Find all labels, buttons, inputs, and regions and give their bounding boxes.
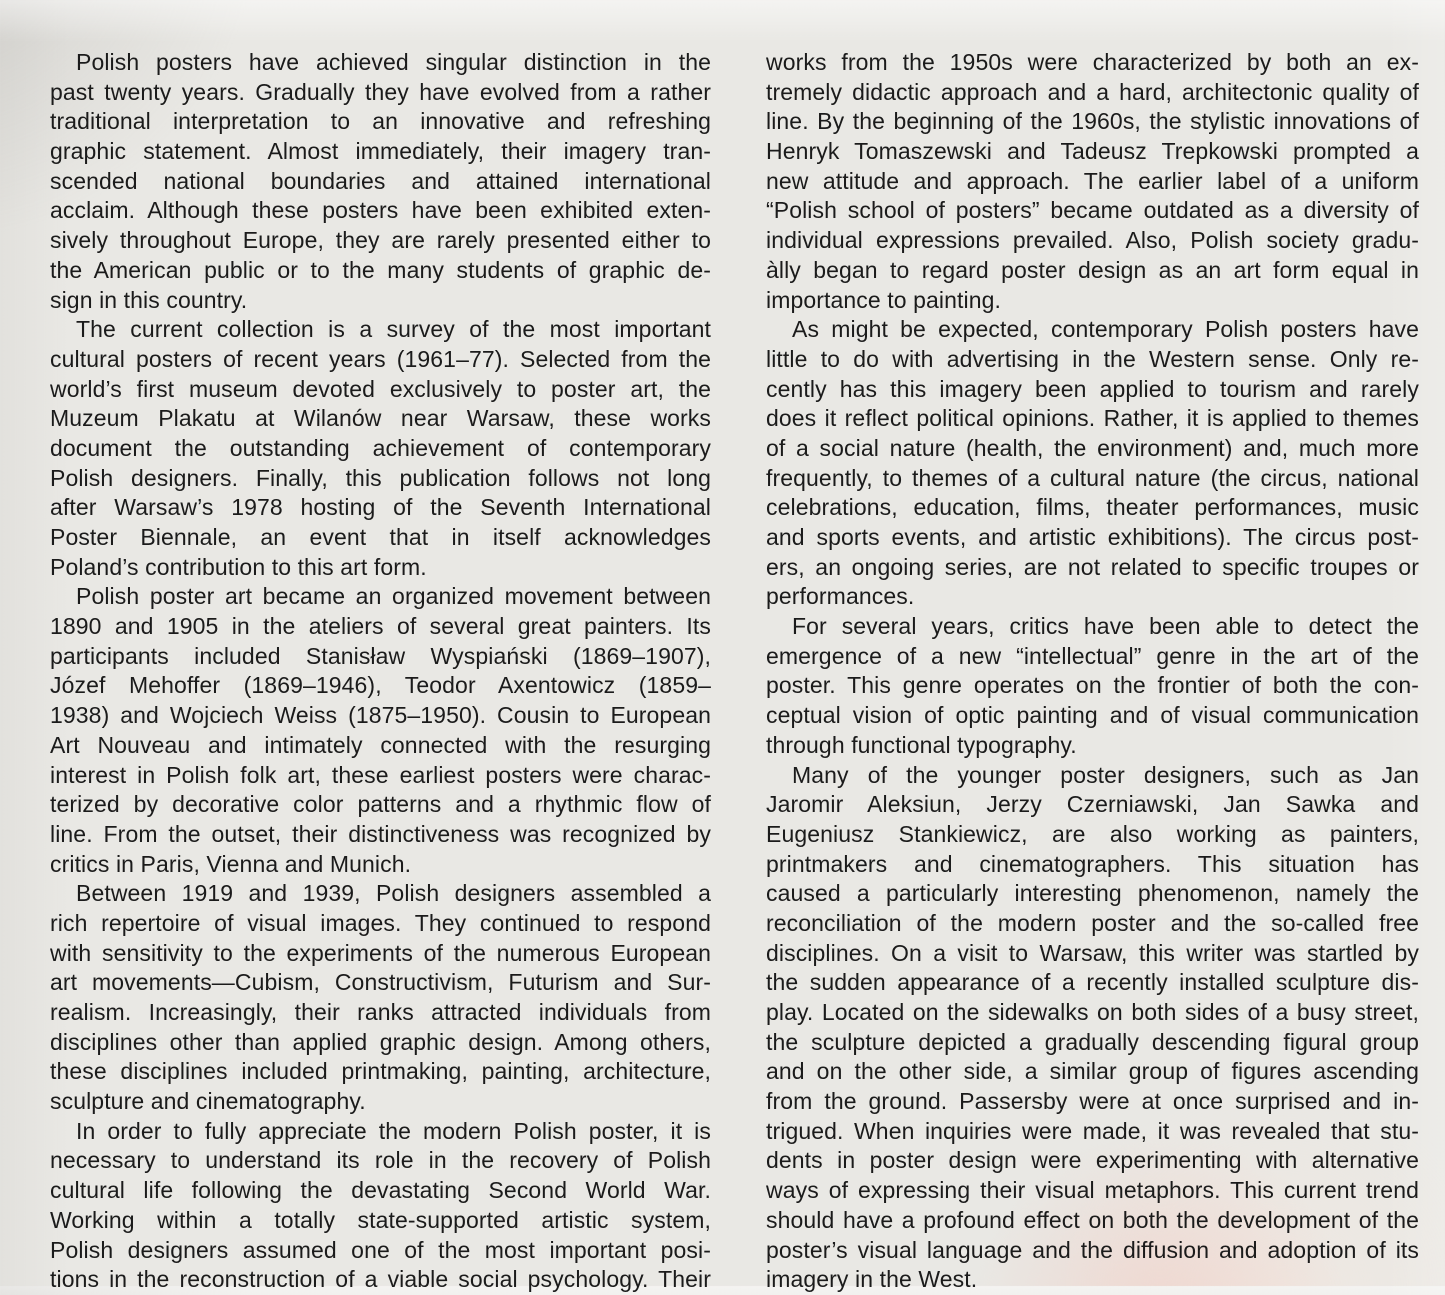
text-line: Eugeniusz Stankiewicz, are also working as painters, [766,820,1419,847]
paragraph [766,612,1419,760]
text-line: these disciplines included printmaking, painting, architecture, [50,1058,711,1085]
paragraph [50,1117,711,1295]
text-line: “Polish school of posters” became outdated as a diversity of [766,197,1419,224]
text-line: poster’s visual language and the diffusion and adoption of its [766,1236,1419,1263]
paragraph [50,315,711,582]
text-line: tions in the reconstruction of a viable social psychology. Their [50,1266,711,1293]
text-line: disciplines. On a visit to Warsaw, this writer was startled by [766,939,1419,966]
text-line: Working within a totally state-supported artistic system, [50,1206,711,1233]
text-line: cultural posters of recent years (1961–77). Selected from the [50,345,711,372]
text-line: individual expressions prevailed. Also, Polish society gradu- [766,227,1419,254]
text-line: participants included Stanisław Wyspiański (1869–1907), [50,642,711,669]
paragraph [766,761,1419,1295]
text-line: sign in this country. [50,286,248,313]
text-line: ways of expressing their visual metaphors. This current trend [766,1177,1419,1204]
text-line: ers, an ongoing series, are not related to specific troupes or [766,553,1419,580]
text-line: the American public or to the many students of graphic de- [50,256,711,283]
text-line: terized by decorative color patterns and a rhythmic flow of [50,791,711,818]
text-line: Jaromir Aleksiun, Jerzy Czerniawski, Jan Sawka and [766,791,1419,818]
text-line: The current collection is a survey of the most important [76,316,711,343]
text-line: In order to fully appreciate the modern Polish poster, it is [76,1117,711,1144]
text-line: For several years, critics have been able to detect the [792,613,1419,640]
text-line: importance to painting. [766,286,1001,313]
text-line: caused a particularly interesting phenomenon, namely the [766,880,1419,907]
text-line: poster. This genre operates on the frontier of both the con- [766,672,1419,699]
text-line: Polish posters have achieved singular distinction in the [76,49,711,75]
text-line: Józef Mehoffer (1869–1946), Teodor Axentowicz (1859– [50,672,711,699]
text-column-right [766,48,1419,1295]
text-line: necessary to understand its role in the recovery of Polish [50,1147,711,1174]
text-line: acclaim. Although these posters have been exhibited exten- [50,197,711,224]
paragraph [50,48,711,315]
text-line: interest in Polish folk art, these earliest posters were charac- [50,761,711,788]
text-line: cently has this imagery been applied to tourism and rarely [766,375,1419,402]
text-line: As might be expected, contemporary Polish posters have [792,316,1419,343]
paragraph [766,315,1419,612]
text-line: should have a profound effect on both the development of the [766,1206,1419,1233]
text-line: and sports events, and artistic exhibitions). The circus post- [766,524,1419,550]
text-line: disciplines other than applied graphic design. Among others, [50,1028,711,1055]
text-line: of a social nature (health, the environment) and, much more [766,434,1419,461]
text-line: line. By the beginning of the 1960s, the stylistic innovations of [766,108,1419,135]
text-line: celebrations, education, films, theater performances, music [766,494,1419,521]
text-line: Muzeum Plakatu at Wilanów near Warsaw, these works [50,405,711,432]
text-line: world’s first museum devoted exclusively to poster art, the [50,375,711,402]
text-line: after Warsaw’s 1978 hosting of the Seventh International [50,494,711,521]
text-line: Many of the younger poster designers, such as Jan [792,761,1419,788]
text-line: Between 1919 and 1939, Polish designers assembled a [76,880,711,907]
text-line: tremely didactic approach and a hard, architectonic quality of [766,78,1419,105]
text-line: new attitude and approach. The earlier label of a uniform [766,167,1419,194]
text-line: 1890 and 1905 in the ateliers of several great painters. Its [50,613,711,640]
text-line: play. Located on the sidewalks on both sides of a busy street, [766,999,1419,1025]
text-column-left [50,48,711,1295]
text-line: with sensitivity to the experiments of the numerous European [50,939,711,966]
text-line: àlly began to regard poster design as an art form equal in [766,256,1419,283]
text-line: Henryk Tomaszewski and Tadeusz Trepkowski prompted a [766,138,1419,165]
text-line: reconciliation of the modern poster and the so-called free [766,909,1419,936]
text-line: Polish designers assumed one of the most important posi- [50,1236,711,1263]
text-line: sively throughout Europe, they are rarely presented either to [50,227,711,254]
text-line: works from the 1950s were characterized by both an ex- [766,49,1419,75]
text-line: Poland’s contribution to this art form. [50,553,427,580]
text-line: and on the other side, a similar group of figures ascending [766,1058,1419,1085]
paragraph [50,879,711,1117]
text-line: document the outstanding achievement of contemporary [50,434,711,461]
text-line: critics in Paris, Vienna and Munich. [50,850,412,877]
text-line: Polish poster art became an organized movement between [76,583,711,610]
text-line: the sudden appearance of a recently installed sculpture dis- [766,969,1419,996]
text-line: scended national boundaries and attained international [50,167,711,194]
text-line: performances. [766,583,915,610]
text-line: realism. Increasingly, their ranks attracted individuals from [50,999,711,1025]
text-line: dents in poster design were experimenting with alternative [766,1147,1419,1174]
text-line: line. From the outset, their distinctiveness was recognized by [50,820,711,847]
text-line: from the ground. Passersby were at once surprised and in- [766,1088,1419,1115]
text-line: trigued. When inquiries were made, it was revealed that stu- [766,1117,1419,1144]
text-line: does it reflect political opinions. Rather, it is applied to themes [766,405,1419,432]
text-line: little to do with advertising in the Western sense. Only re- [766,345,1419,372]
text-line: through functional typography. [766,731,1077,758]
text-line: printmakers and cinematographers. This situation has [766,850,1419,877]
paragraph [766,48,1419,315]
text-line: traditional interpretation to an innovative and refreshing [50,108,711,135]
text-line: frequently, to themes of a cultural nature (the circus, national [766,464,1419,491]
text-line: 1938) and Wojciech Weiss (1875–1950). Cousin to European [50,702,711,729]
text-line: Poster Biennale, an event that in itself acknowledges [50,524,711,550]
text-line: art movements—Cubism, Constructivism, Futurism and Sur- [50,969,711,996]
text-line: Polish designers. Finally, this publication follows not long [50,464,711,491]
text-line: ceptual vision of optic painting and of visual communication [766,702,1419,729]
text-line: imagery in the West. [766,1266,978,1293]
text-line: emergence of a new “intellectual” genre in the art of the [766,642,1419,669]
text-line: graphic statement. Almost immediately, their imagery tran- [50,138,711,165]
text-line: past twenty years. Gradually they have evolved from a rather [50,78,711,105]
text-line: the sculpture depicted a gradually descending figural group [766,1028,1419,1055]
text-line: sculpture and cinematography. [50,1088,366,1115]
text-line: Art Nouveau and intimately connected with the resurging [50,731,711,758]
text-line: cultural life following the devastating Second World War. [50,1177,711,1204]
paragraph [50,582,711,879]
text-line: rich repertoire of visual images. They continued to respond [50,909,711,936]
